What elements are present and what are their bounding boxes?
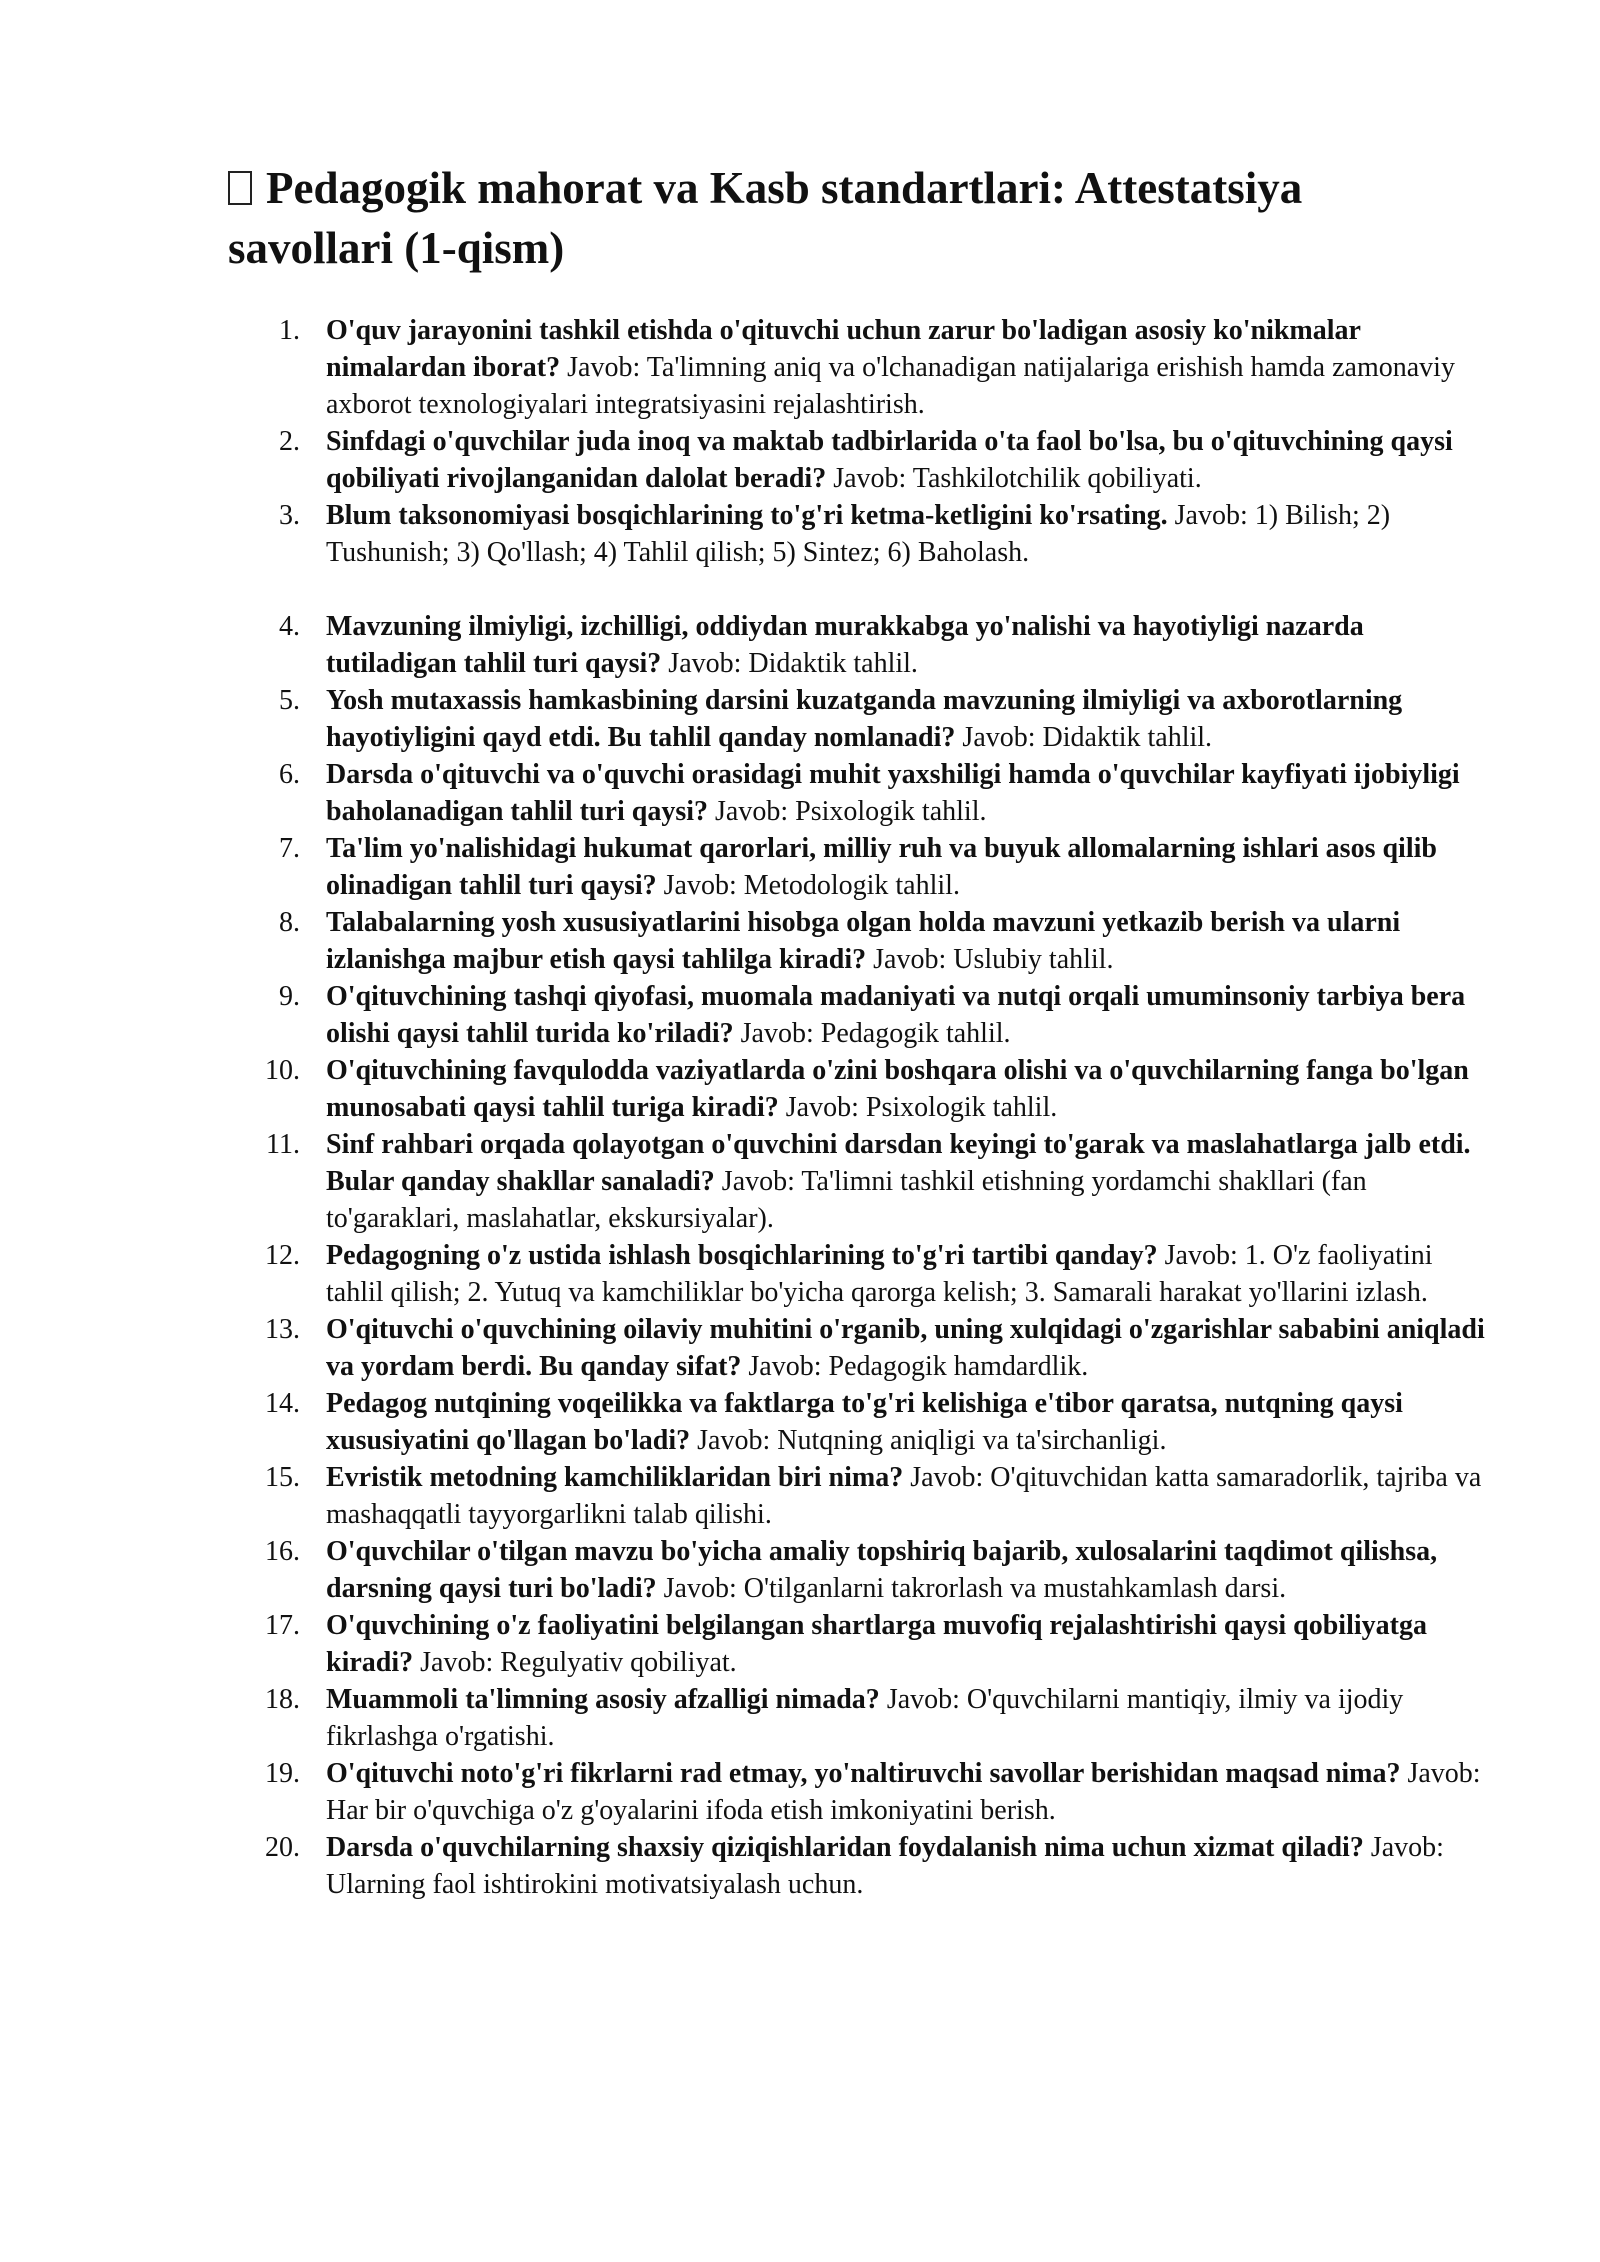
question-number: 11. <box>266 1129 300 1160</box>
question-text: Blum taksonomiyasi bosqichlarining to'g'ri ketma-ketligini ko'rsating. <box>326 500 1168 531</box>
question-number: 1. <box>279 315 300 346</box>
page-title <box>228 158 1448 278</box>
list-item <box>228 423 1488 497</box>
list-item <box>228 904 1488 978</box>
list-item <box>228 682 1488 756</box>
question-text: Pedagog nutqining voqeilikka va faktlarga to'g'ri kelishiga e'tibor qaratsa, nutqning qaysi xususiyatini qo'llagan bo'ladi? <box>326 1388 1403 1456</box>
question-number: 13. <box>265 1314 300 1345</box>
question-text: Darsda o'quvchilarning shaxsiy qiziqishlaridan foydalanish nima uchun xizmat qiladi? <box>326 1832 1364 1863</box>
answer-text: Javob: Metodologik tahlil. <box>663 870 960 901</box>
question-number: 10. <box>265 1055 300 1086</box>
question-text: Yosh mutaxassis hamkasbining darsini kuzatganda mavzuning ilmiyligi va axborotlarning hayotiyligini qayd etdi. Bu tahlil qanday nomlanadi? <box>326 685 1403 753</box>
answer-text: Javob: Didaktik tahlil. <box>962 722 1213 753</box>
answer-text: Javob: Uslubiy tahlil. <box>873 944 1114 975</box>
question-number: 19. <box>265 1758 300 1789</box>
answer-text: Javob: Psixologik tahlil. <box>785 1092 1058 1123</box>
answer-text: Javob: Psixologik tahlil. <box>715 796 987 827</box>
page-title-text: Pedagogik mahorat va Kasb standartlari: Attestatsiya savollari (1-qism) <box>228 163 1303 273</box>
answer-text: Javob: O'qituvchidan katta samaradorlik, tajriba va mashaqqatli tayyorgarlikni talab qilishi. <box>326 1462 1482 1530</box>
answer-text: Javob: Didaktik tahlil. <box>668 648 918 679</box>
answer-text: Javob: Ta'limning aniq va o'lchanadigan natijalariga erishish hamda zamonaviy axborot texnologiyalari integratsiyasini rejalashtirish. <box>326 352 1455 420</box>
answer-text: Javob: Nutqning aniqligi va ta'sirchanligi. <box>697 1425 1167 1456</box>
answer-text: Javob: Tashkilotchilik qobiliyati. <box>833 463 1202 494</box>
answer-text: Javob: O'tilganlarni takrorlash va mustahkamlash darsi. <box>663 1573 1287 1604</box>
question-number: 6. <box>279 759 300 790</box>
question-number: 3. <box>279 500 300 531</box>
question-text: O'qituvchi noto'g'ri fikrlarni rad etmay, yo'naltiruvchi savollar berishidan maqsad nima? <box>326 1758 1401 1789</box>
answer-text: Javob: Regulyativ qobiliyat. <box>420 1647 737 1678</box>
question-text: Evristik metodning kamchiliklaridan biri nima? <box>326 1462 904 1493</box>
list-item <box>228 1755 1488 1829</box>
question-number: 2. <box>279 426 300 457</box>
question-number: 15. <box>265 1462 300 1493</box>
question-number: 9. <box>279 981 300 1012</box>
question-number: 18. <box>265 1684 300 1715</box>
answer-text: Javob: Ta'limni tashkil etishning yordamchi shakllari (fan to'garaklari, maslahatlar, ekskursiyalar). <box>326 1166 1367 1234</box>
question-number: 4. <box>279 611 300 642</box>
question-number: 8. <box>279 907 300 938</box>
list-item <box>228 1533 1488 1607</box>
answer-text: Javob: Pedagogik hamdardlik. <box>748 1351 1089 1382</box>
question-list <box>228 312 1488 1903</box>
answer-text: Javob: O'quvchilarni mantiqiy, ilmiy va ijodiy fikrlashga o'rgatishi. <box>326 1684 1404 1752</box>
question-text: O'qituvchining favqulodda vaziyatlarda o'zini boshqara olishi va o'quvchilarning fanga bo'lgan munosabati qaysi tahlil turiga kiradi? <box>326 1055 1469 1123</box>
answer-text: Javob: 1. O'z faoliyatini tahlil qilish; 2. Yutuq va kamchiliklar bo'yicha qarorga kelish; 3. Samarali harakat yo'llarini izlash. <box>326 1240 1433 1308</box>
answer-text: Javob: Har bir o'quvchiga o'z g'oyalarini ifoda etish imkoniyatini berish. <box>326 1758 1481 1826</box>
question-number: 17. <box>265 1610 300 1641</box>
question-text: Darsda o'qituvchi va o'quvchi orasidagi muhit yaxshiligi hamda o'quvchilar kayfiyati ijobiyligi baholanadigan tahlil turi qaysi? <box>326 759 1460 827</box>
list-item <box>228 1052 1488 1126</box>
question-number: 12. <box>265 1240 300 1271</box>
question-text: Talabalarning yosh xususiyatlarini hisobga olgan holda mavzuni yetkazib berish va ularni izlanishga majbur etish qaysi tahlilga kiradi? <box>326 907 1401 975</box>
question-number: 14. <box>265 1388 300 1419</box>
question-number: 20. <box>265 1832 300 1863</box>
list-item <box>228 830 1488 904</box>
question-text: Muammoli ta'limning asosiy afzalligi nimada? <box>326 1684 880 1715</box>
list-item <box>228 1459 1488 1533</box>
list-item <box>228 978 1488 1052</box>
question-text: O'qituvchining tashqi qiyofasi, muomala madaniyati va nutqi orqali umuminsoniy tarbiya bera olishi qaysi tahlil turida ko'riladi? <box>326 981 1466 1049</box>
question-text: Ta'lim yo'nalishidagi hukumat qarorlari, milliy ruh va buyuk allomalarning ishlari asos qilib olinadigan tahlil turi qaysi? <box>326 833 1437 901</box>
list-item <box>228 497 1488 571</box>
list-item <box>228 756 1488 830</box>
list-item <box>228 1126 1488 1237</box>
question-text: Sinf rahbari orqada qolayotgan o'quvchini darsdan keyingi to'garak va maslahatlarga jalb etdi. Bular qanday shakllar sanaladi? <box>326 1129 1471 1197</box>
answer-text: Javob: Ularning faol ishtirokini motivatsiyalash uchun. <box>326 1832 1444 1900</box>
question-text: O'quv jarayonini tashkil etishda o'qituvchi uchun zarur bo'ladigan asosiy ko'nikmalar nimalardan iborat? <box>326 315 1361 383</box>
list-item <box>228 1829 1488 1903</box>
list-item <box>228 1311 1488 1385</box>
question-text: Sinfdagi o'quvchilar juda inoq va maktab tadbirlarida o'ta faol bo'lsa, bu o'qituvchining qaysi qobiliyati rivojlanganidan dalolat beradi? <box>326 426 1453 494</box>
question-text: Pedagogning o'z ustida ishlash bosqichlarining to'g'ri tartibi qanday? <box>326 1240 1158 1271</box>
list-item <box>228 312 1488 423</box>
list-item <box>228 1681 1488 1755</box>
missing-glyph-icon <box>228 171 252 205</box>
question-number: 5. <box>279 685 300 716</box>
question-text: O'quvchining o'z faoliyatini belgilangan shartlarga muvofiq rejalashtirishi qaysi qobiliyatga kiradi? <box>326 1610 1427 1678</box>
question-text: O'qituvchi o'quvchining oilaviy muhitini o'rganib, uning xulqidagi o'zgarishlar sababini aniqladi va yordam berdi. Bu qanday sifat? <box>326 1314 1485 1382</box>
answer-text: Javob: Pedagogik tahlil. <box>740 1018 1011 1049</box>
list-item <box>228 1607 1488 1681</box>
question-text: Mavzuning ilmiyligi, izchilligi, oddiydan murakkabga yo'nalishi va hayotiyligi nazarda tutiladigan tahlil turi qaysi? <box>326 611 1364 679</box>
list-item <box>228 1385 1488 1459</box>
question-number: 16. <box>265 1536 300 1567</box>
list-item <box>228 1237 1488 1311</box>
question-text: O'quvchilar o'tilgan mavzu bo'yicha amaliy topshiriq bajarib, xulosalarini taqdimot qilishsa, darsning qaysi turi bo'ladi? <box>326 1536 1438 1604</box>
question-number: 7. <box>279 833 300 864</box>
list-item <box>228 608 1488 682</box>
answer-text: Javob: 1) Bilish; 2) Tushunish; 3) Qo'llash; 4) Tahlil qilish; 5) Sintez; 6) Baholash. <box>326 500 1391 568</box>
